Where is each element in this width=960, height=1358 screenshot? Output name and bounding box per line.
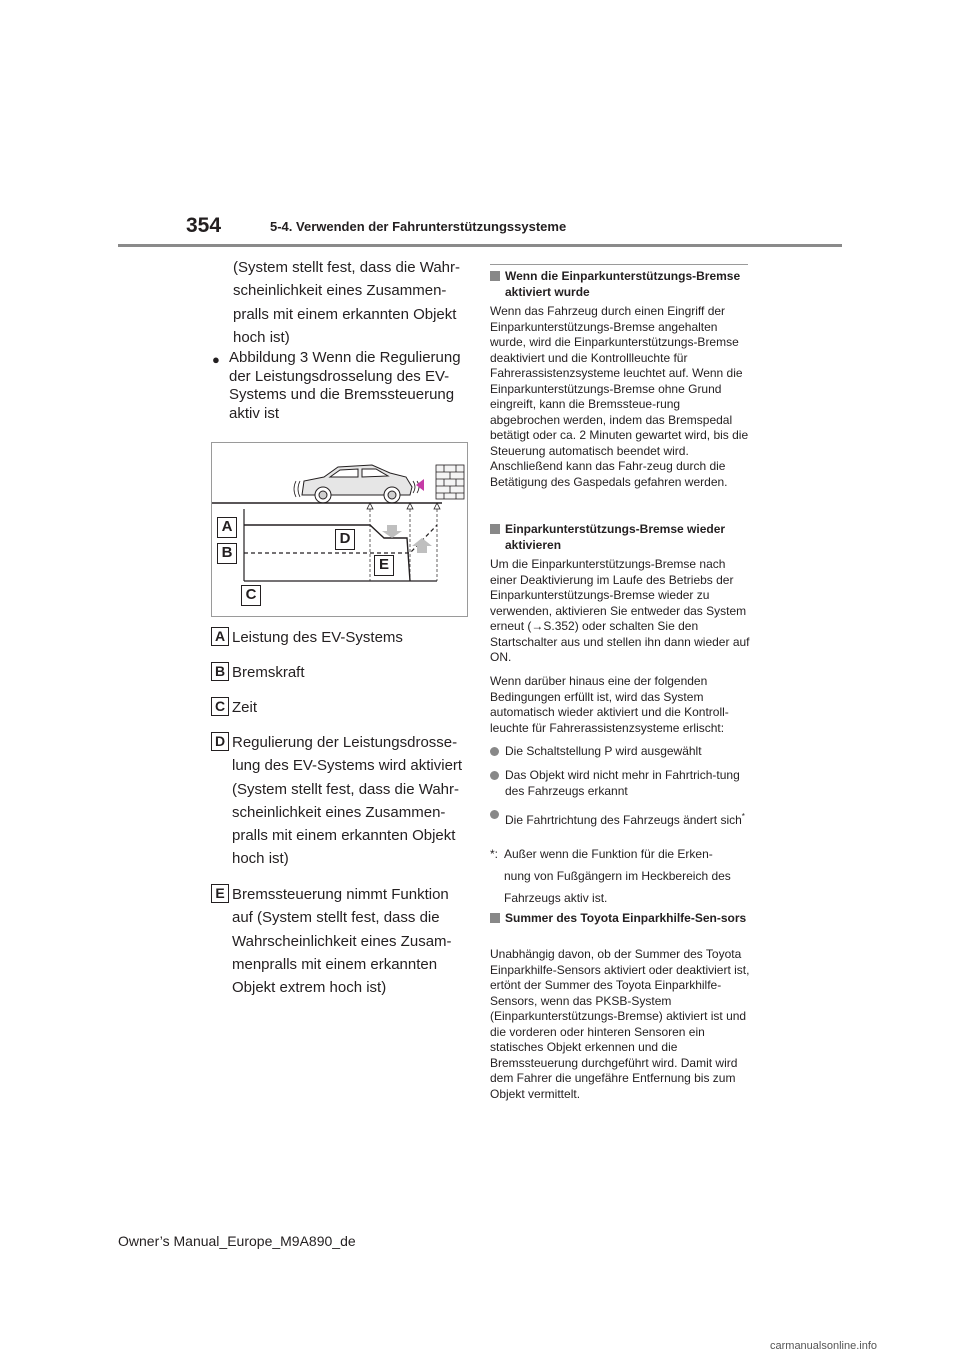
heading-square-icon	[490, 913, 500, 923]
heading-reactivate	[490, 522, 750, 553]
text-line: scheinlichkeit eines Zusammen-	[232, 803, 446, 821]
arrow-down-icon	[382, 525, 402, 538]
text-line: hoch ist)	[232, 850, 289, 868]
figure-label-b: B	[217, 543, 237, 564]
text-line: pralls mit einem erkannten Objekt	[233, 305, 457, 323]
paragraph-buzzer: Unabhängig davon, ob der Summer des Toyota Einparkhilfe-Sensors aktiviert oder deaktiviert ist, ertönt der Summer des Toyota Einparkhilfe-Sensors, wenn das PKSB-System (Einparkunterstützungs-Bremse) aktiviert ist und die vorderen oder hinteren Sensoren ein statisches Objekt erkennen und die Bremssteuerung durchgeführt wird. Damit wird dem Fahrer die ungefähre Entfernung bis zum Objekt vermittelt.	[490, 947, 750, 1101]
legend-key-c: C	[211, 697, 229, 716]
legend-key-b: B	[211, 662, 229, 681]
footnote	[490, 844, 750, 908]
heading-square-icon	[490, 524, 500, 534]
footnote-mark: *:	[490, 847, 499, 861]
bullet-dot-icon	[490, 747, 499, 756]
footnote-asterisk: *	[741, 812, 745, 821]
legend-text-a	[232, 626, 480, 649]
list-item-text: Die Fahrtrichtung des Fahrzeugs ändert sich	[505, 813, 742, 827]
list-item-text: Das Objekt wird nicht mehr in Fahrtrich-tung des Fahrzeugs erkannt	[505, 768, 740, 798]
list-item	[490, 807, 750, 830]
text-line: Regulierung der Leistungsdrosse-	[232, 734, 458, 751]
bullet-icon: ●	[212, 352, 220, 367]
text-line: menpralls mit einem erkannten	[232, 955, 438, 973]
right-column-rule	[490, 264, 748, 265]
arrow-up-icon	[412, 538, 432, 553]
list-item	[490, 768, 750, 799]
text-line: Zeit	[232, 699, 258, 716]
figure-label-d: D	[335, 529, 355, 550]
heading-buzzer	[490, 911, 750, 927]
text-line: Außer wenn die Funktion für die Erken-	[504, 847, 713, 861]
footer-manual-id: Owner’s Manual_Europe_M9A890_de	[118, 1233, 356, 1249]
footnote-line	[490, 844, 750, 864]
text-line: hoch ist)	[233, 328, 290, 346]
watermark: carmanualsonline.info	[770, 1340, 878, 1352]
continued-paragraph	[233, 256, 473, 349]
text-line: (System stellt fest, dass die Wahr-	[233, 259, 461, 276]
legend-key-a: A	[211, 627, 229, 646]
list-item	[490, 744, 750, 760]
text-line: Wahrscheinlichkeit eines Zusam-	[232, 932, 452, 950]
paragraph-reactivate: Um die Einparkunterstützungs-Bremse nach einer Deaktivierung im Laufe des Betriebs der Einparkunterstützungs-Bremse wieder zu verwenden, aktivieren Sie entweder das System erneut (→S.352) oder schalten Sie den Startschalter aus und stellen ihn dann wieder auf ON.	[490, 557, 750, 664]
text-line: auf (System stellt fest, dass die	[232, 909, 440, 927]
bullet-dot-icon	[490, 810, 499, 819]
figure-label-e: E	[374, 555, 394, 576]
list-item-text: Die Schaltstellung P wird ausgewählt	[505, 744, 702, 758]
section-title: 5-4. Verwenden der Fahrunterstützungssysteme	[270, 219, 567, 234]
heading-brake-activated	[490, 269, 750, 300]
text-line: Bremskraft	[232, 664, 305, 681]
illustration-figure	[211, 442, 468, 617]
heading-text: Einparkunterstützungs-Bremse wieder aktivieren	[505, 522, 726, 552]
text-line: pralls mit einem erkannten Objekt	[232, 827, 456, 845]
text-line: (System stellt fest, dass die Wahr-	[232, 780, 460, 798]
bullet-dot-icon	[490, 771, 499, 780]
heading-text: Summer des Toyota Einparkhilfe-Sen-sors	[505, 911, 747, 925]
legend-text-d	[232, 731, 480, 871]
sensor-wave-icon	[416, 479, 424, 491]
text-line: scheinlichkeit eines Zusammen-	[233, 282, 447, 300]
heading-square-icon	[490, 271, 500, 281]
figure-label-a: A	[217, 517, 237, 538]
footnote-line: Fahrzeugs aktiv ist.	[504, 891, 608, 905]
wall-icon	[436, 465, 464, 499]
text-line: lung des EV-Systems wird aktiviert	[232, 757, 463, 775]
legend-text-b	[232, 661, 480, 684]
heading-text: Wenn die Einparkunterstützungs-Bremse aktiviert wurde	[505, 269, 741, 299]
car-icon	[302, 465, 412, 503]
header-rule	[118, 244, 842, 247]
text-line: Bremssteuerung nimmt Funktion	[232, 886, 449, 903]
text-line: Leistung des EV-Systems	[232, 629, 403, 646]
figure-caption: Abbildung 3 Wenn die Regulierung der Leistungsdrosselung des EV-Systems und die Bremssteuerung aktiv ist	[229, 349, 461, 422]
paragraph-auto-reactivate: Wenn darüber hinaus eine der folgenden Bedingungen erfüllt ist, wird das System automatisch wieder aktiviert und die Kontroll-leuchte für Fahrerassistenzsysteme erlischt:	[490, 674, 729, 735]
event-markers	[367, 503, 440, 509]
legend-key-e: E	[211, 884, 229, 903]
text-line: Objekt extrem hoch ist)	[232, 979, 387, 997]
legend-text-c	[232, 696, 480, 719]
paragraph-brake-activated: Wenn das Fahrzeug durch einen Eingriff der Einparkunterstützungs-Bremse angehalten wurde, wird die Einparkunterstützungs-Bremse deaktiviert und die Kontrollleuchte für Fahrerassistenzsysteme leuchtet auf. Wenn die Einparkunterstützungs-Bremse ohne Grund eingreift, kann die Bremssteue-rung abgebrochen werden, indem das Bremspedal betätigt oder ca. 2 Minuten gewartet wird, bis die Steuerung automatisch beendet wird. Anschließend kann das Fahr-zeug durch die Betätigung des Gaspedals gefahren werden.	[490, 304, 749, 489]
figure-label-c: C	[241, 585, 261, 606]
legend-key-d: D	[211, 732, 229, 751]
page-number: 354	[186, 214, 222, 237]
footnote-line: nung von Fußgängern im Heckbereich des	[504, 869, 731, 883]
legend-text-e	[232, 883, 480, 999]
